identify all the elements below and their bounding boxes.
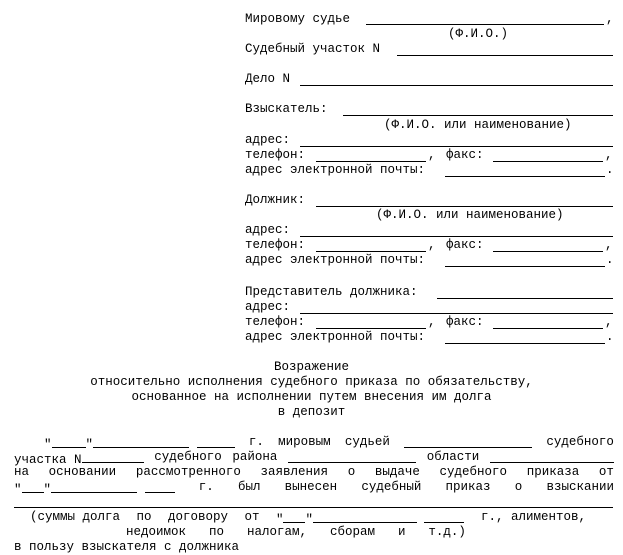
month-field[interactable]	[93, 435, 189, 448]
debtor-phone-label: телефон:	[245, 238, 306, 252]
debtor-address-field[interactable]	[300, 236, 613, 237]
rep-phone-field[interactable]	[316, 328, 426, 329]
district-field[interactable]	[397, 55, 613, 56]
rep-email-label: адрес электронной почты:	[245, 330, 426, 344]
comma: ,	[605, 315, 613, 329]
period: .	[606, 163, 614, 177]
contract-year-field[interactable]	[424, 510, 464, 523]
body-line-5: (суммы долга по договору от " " г., алиментов,	[30, 510, 586, 527]
claimant-email-field[interactable]	[445, 176, 605, 177]
claimant-label: Взыскатель:	[245, 102, 328, 116]
body-line-6: недоимок по налогам, сборам и т.д.)	[126, 525, 466, 539]
contract-month-field[interactable]	[313, 510, 417, 523]
debtor-hint: (Ф.И.О. или наименование)	[376, 208, 564, 222]
order-day-field[interactable]	[22, 480, 44, 493]
order-month-field[interactable]	[51, 480, 137, 493]
day-field[interactable]	[52, 435, 86, 448]
comma: ,	[428, 315, 436, 329]
rep-label: Представитель должника:	[245, 285, 418, 299]
debtor-address-label: адрес:	[245, 223, 291, 237]
rep-fax-field[interactable]	[493, 328, 603, 329]
judge-name-inline-field[interactable]	[404, 435, 532, 448]
debtor-email-label: адрес электронной почты:	[245, 253, 426, 267]
doc-subtitle-1: относительно исполнения судебного приказа по обязательству,	[90, 375, 533, 389]
claimant-email-label: адрес электронной почты:	[245, 163, 426, 177]
debtor-phone-field[interactable]	[316, 251, 426, 252]
body-line-4: " " г. был вынесен судебный приказ о взыскании	[14, 480, 614, 497]
rep-address-field[interactable]	[300, 313, 613, 314]
order-year-field[interactable]	[145, 480, 175, 493]
body-line-1: " " г. мировым судьей судебного	[44, 435, 614, 452]
comma: ,	[605, 148, 613, 162]
judge-label: Мировому судье	[245, 12, 351, 26]
comma: ,	[428, 238, 436, 252]
doc-subtitle-2: основанное на исполнении путем внесения им долга	[131, 390, 492, 404]
body-line-2: участка N судебного района области	[14, 450, 614, 468]
case-field[interactable]	[300, 85, 613, 86]
claimant-address-field[interactable]	[300, 146, 613, 147]
period: .	[606, 330, 614, 344]
oblast-field[interactable]	[490, 450, 614, 463]
claimant-phone-label: телефон:	[245, 148, 306, 162]
rep-fax-label: факс:	[446, 315, 484, 329]
claimant-fax-field[interactable]	[493, 161, 603, 162]
region-field[interactable]	[288, 450, 416, 463]
body-line-3: на основании рассмотренного заявления о выдаче судебного приказа от	[14, 465, 614, 479]
debtor-name-field[interactable]	[316, 206, 613, 207]
claimant-address-label: адрес:	[245, 133, 291, 147]
claimant-name-field[interactable]	[343, 115, 613, 116]
contract-day-field[interactable]	[283, 510, 305, 523]
comma: ,	[605, 238, 613, 252]
rep-phone-label: телефон:	[245, 315, 306, 329]
rep-email-field[interactable]	[445, 343, 605, 344]
judge-hint: (Ф.И.О.)	[448, 27, 509, 41]
debtor-email-field[interactable]	[445, 266, 605, 267]
rep-address-label: адрес:	[245, 300, 291, 314]
doc-title: Возражение	[273, 360, 349, 374]
debtor-fax-field[interactable]	[493, 251, 603, 252]
period: .	[606, 253, 614, 267]
claimant-fax-label: факс:	[446, 148, 484, 162]
claimant-phone-field[interactable]	[316, 161, 426, 162]
body-line-7: в пользу взыскателя с должника	[14, 540, 240, 554]
recovery-field[interactable]	[14, 507, 613, 508]
district-num-field[interactable]	[82, 450, 144, 463]
judge-name-field[interactable]	[366, 24, 604, 25]
rep-name-field[interactable]	[437, 298, 613, 299]
district-label: Судебный участок N	[245, 42, 381, 56]
debtor-label: Должник:	[245, 193, 306, 207]
debtor-fax-label: факс:	[446, 238, 484, 252]
comma: ,	[428, 148, 436, 162]
case-label: Дело N	[245, 72, 291, 86]
doc-subtitle-3: в депозит	[277, 405, 346, 419]
year-field[interactable]	[197, 435, 235, 448]
comma: ,	[606, 12, 614, 26]
claimant-hint: (Ф.И.О. или наименование)	[384, 118, 572, 132]
